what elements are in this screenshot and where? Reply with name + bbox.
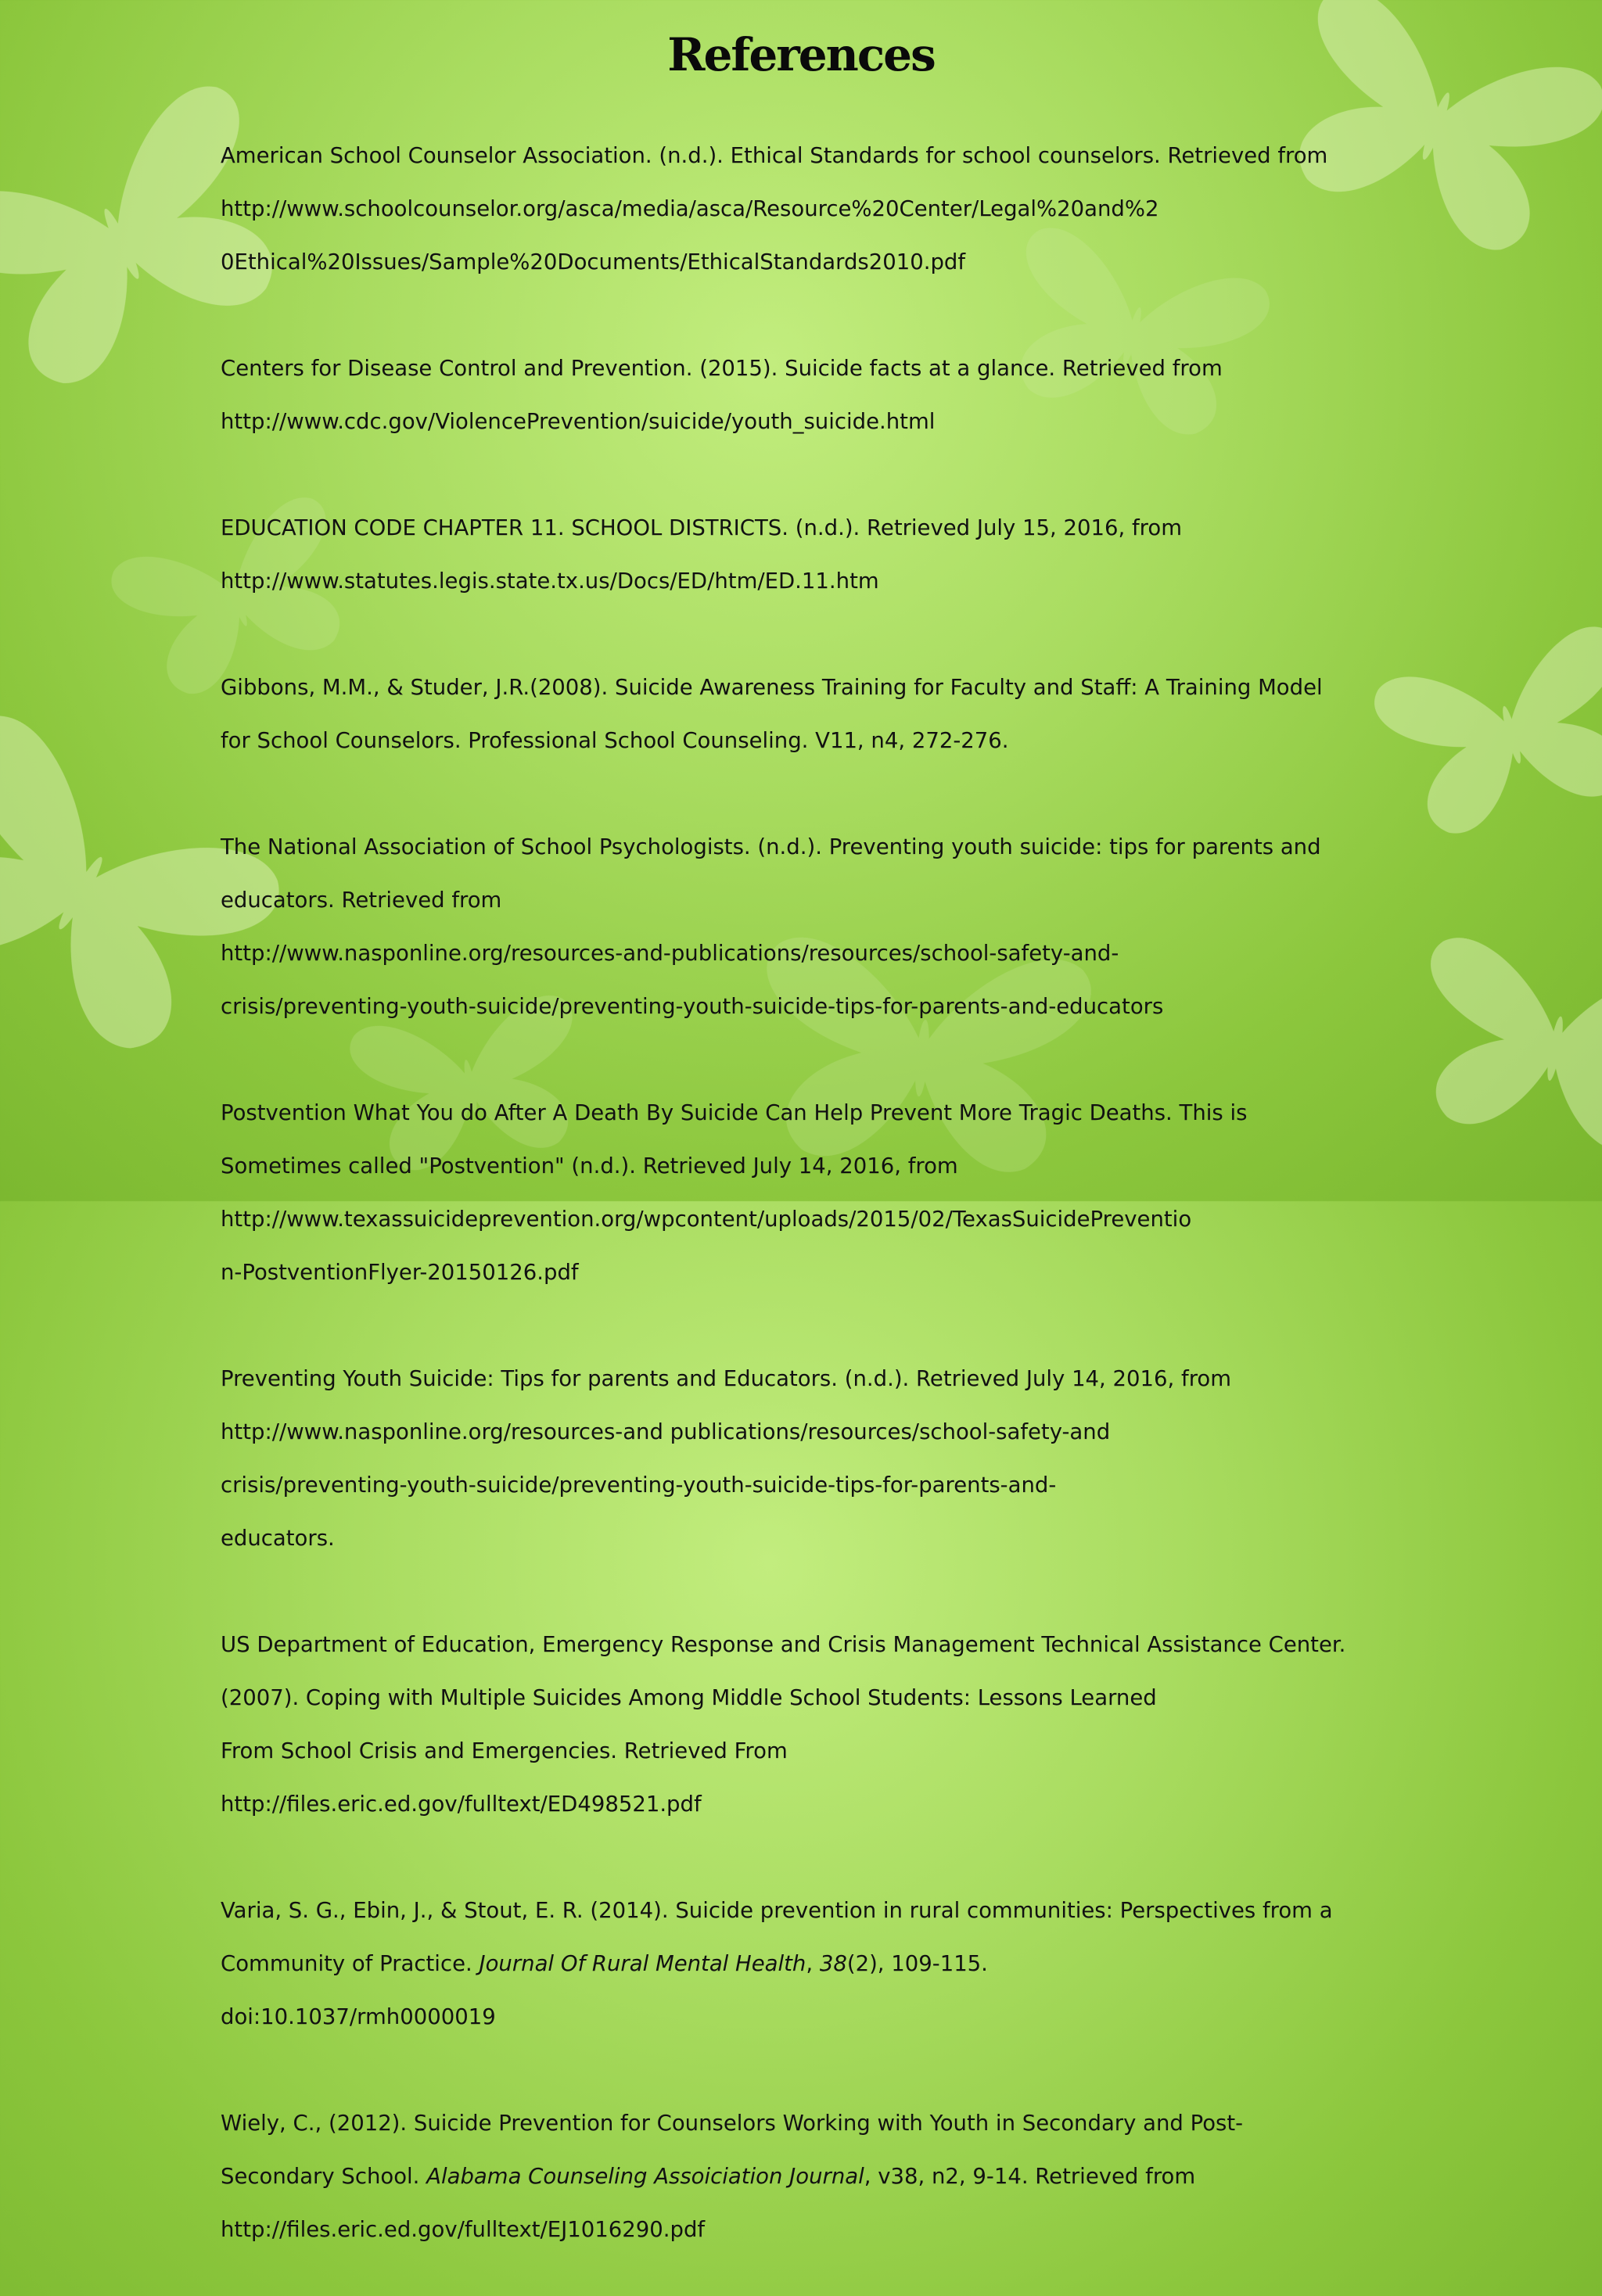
reference-item [221, 116, 1441, 302]
reference-line: Varia, S. G., Ebin, J., & Stout, E. R. (2014). Suicide prevention in rural communities: Perspectives from a [221, 1898, 1333, 1923]
reference-line: EDUCATION CODE CHAPTER 11. SCHOOL DISTRICTS. (n.d.). Retrieved July 15, 2016, from [221, 515, 1183, 540]
reference-item [221, 328, 1441, 461]
reference-link[interactable]: http://www.texassuicideprevention.org/wpcontent/uploads/2015/02/TexasSuicidePreventio [221, 1207, 1192, 1232]
page-title: References [667, 28, 935, 81]
reference-line: for School Counselors. Professional School Counseling. V11, n4, 272-276. [221, 728, 1009, 753]
reference-item [221, 1871, 1441, 2057]
reference-link[interactable]: http://www.nasponline.org/resources-and publications/resources/school-safety-and [221, 1419, 1111, 1444]
reference-line: Sometimes called "Postvention" (n.d.). Retrieved July 14, 2016, from [221, 1153, 958, 1178]
journal-title: Journal Of Rural Mental Health [479, 1951, 806, 1976]
reference-item [221, 648, 1441, 780]
reference-line: Wiely, C., (2012). Suicide Prevention for Counselors Working with Youth in Secondary and Post- [221, 2111, 1244, 2136]
reference-link[interactable]: crisis/preventing-youth-suicide/preventing-youth-suicide-tips-for-parents-and-educators [221, 994, 1164, 1019]
reference-link[interactable]: http://www.cdc.gov/ViolencePrevention/suicide/youth_suicide.html [221, 409, 936, 434]
reference-item [221, 2083, 1441, 2269]
reference-line: US Department of Education, Emergency Response and Crisis Management Technical Assistance Center. [221, 1632, 1346, 1657]
reference-text: Secondary School. [221, 2164, 427, 2189]
reference-line: The National Association of School Psychologists. (n.d.). Preventing youth suicide: tips for parents and [221, 834, 1321, 859]
reference-link[interactable]: http://files.eric.ed.gov/fulltext/EJ1016290.pdf [221, 2217, 706, 2242]
reference-line: educators. Retrieved from [221, 888, 502, 913]
reference-item [221, 1605, 1441, 1844]
reference-item [221, 1073, 1441, 1312]
reference-line: Centers for Disease Control and Prevention. (2015). Suicide facts at a glance. Retrieved from [221, 356, 1223, 381]
reference-list [221, 116, 1441, 2296]
reference-line [221, 2163, 1441, 2190]
reference-text: (2), 109-115. [846, 1951, 988, 1976]
reference-link[interactable]: http://www.statutes.legis.state.tx.us/Docs/ED/htm/ED.11.htm [221, 569, 879, 594]
reference-line [221, 1950, 1441, 1977]
reference-link[interactable]: crisis/preventing-youth-suicide/preventing-youth-suicide-tips-for-parents-and- [221, 1473, 1057, 1498]
reference-link[interactable]: educators. [221, 1526, 335, 1551]
reference-line: American School Counselor Association. (n.d.). Ethical Standards for school counselors. Retrieved from [221, 143, 1328, 168]
reference-link[interactable]: http://www.schoolcounselor.org/asca/media/asca/Resource%20Center/Legal%20and%2 [221, 196, 1159, 221]
reference-text: , v38, n2, 9-14. Retrieved from [864, 2164, 1196, 2189]
reference-line: From School Crisis and Emergencies. Retrieved From [221, 1738, 788, 1763]
reference-item [221, 807, 1441, 1046]
reference-line: Gibbons, M.M., & Studer, J.R.(2008). Suicide Awareness Training for Faculty and Staff: A Training Model [221, 675, 1323, 700]
reference-link[interactable]: 0Ethical%20Issues/Sample%20Documents/EthicalStandards2010.pdf [221, 249, 966, 274]
reference-link[interactable]: http://files.eric.ed.gov/fulltext/ED498521.pdf [221, 1792, 702, 1817]
reference-text: Community of Practice. [221, 1951, 480, 1976]
journal-volume: 38 [819, 1951, 847, 1976]
reference-line: Preventing Youth Suicide: Tips for parents and Educators. (n.d.). Retrieved July 14, 2016, from [221, 1366, 1232, 1391]
reference-item [221, 1339, 1441, 1578]
reference-doi[interactable]: doi:10.1037/rmh0000019 [221, 2004, 496, 2029]
reference-line: (2007). Coping with Multiple Suicides Among Middle School Students: Lessons Learned [221, 1685, 1157, 1710]
reference-item [221, 488, 1441, 621]
reference-link[interactable]: n-PostventionFlyer-20150126.pdf [221, 1260, 579, 1285]
journal-title: Alabama Counseling Assoiciation Journal [426, 2164, 864, 2189]
reference-text: , [806, 1951, 820, 1976]
reference-line: Postvention What You do After A Death By Suicide Can Help Prevent More Tragic Deaths. This is [221, 1100, 1248, 1125]
reference-link[interactable]: http://www.nasponline.org/resources-and-publications/resources/school-safety-and- [221, 941, 1119, 966]
